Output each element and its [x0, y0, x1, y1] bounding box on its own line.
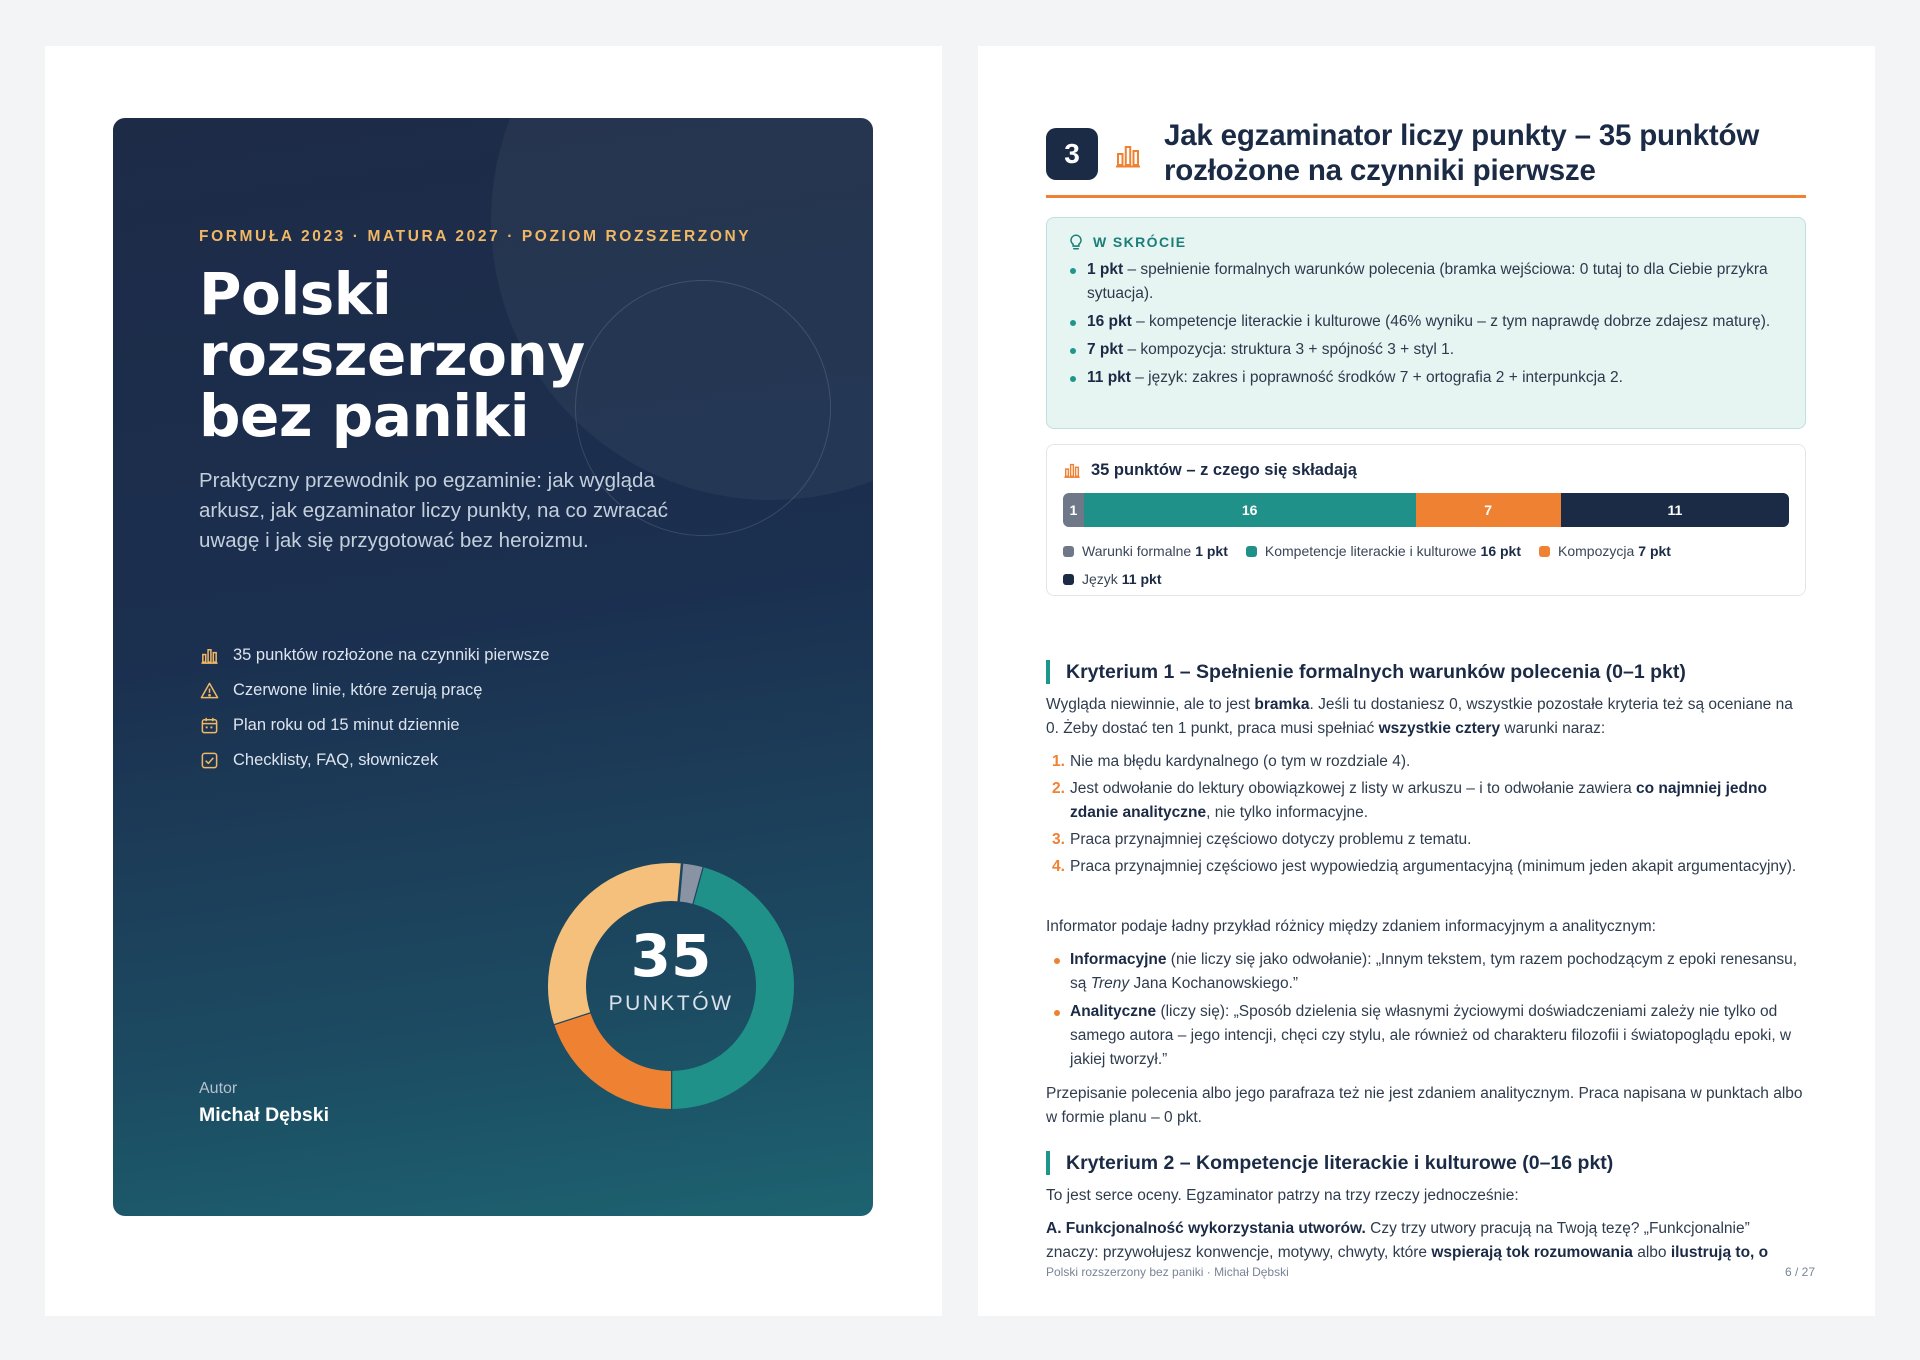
criterion-1-heading: Kryterium 1 – Spełnienie formalnych warunków polecenia (0–1 pkt) [1046, 660, 1806, 684]
summary-item-text: – kompetencje literackie i kulturowe (46% wyniku – z tym naprawdę dobrze zdajesz maturę). [1131, 313, 1771, 330]
bar-segment [1063, 493, 1084, 527]
text-run: Jest odwołanie do lektury obowiązkowej z listy w arkuszu – i to odwołanie zawiera [1070, 780, 1637, 797]
text-run: . Jeśli tu dostaniesz 0, wszystkie pozostałe kryteria też są oceniane na 0. Żeby dostać ten 1 punkt, praca musi spełniać [1046, 696, 1793, 737]
legend-item [1063, 565, 1162, 593]
legend-item [1246, 537, 1521, 565]
text-bold: Analityczne [1070, 1003, 1157, 1020]
points-breakdown-card [1046, 444, 1806, 596]
bar-segment-label: 1 [1069, 502, 1078, 518]
cover-feature-text: 35 punktów rozłożone na czynniki pierwsze [233, 646, 550, 664]
summary-item-text: – język: zakres i poprawność środków 7 + ortografia 2 + interpunkcja 2. [1130, 369, 1623, 386]
lightbulb-icon [1067, 233, 1085, 251]
summary-item [1067, 366, 1785, 390]
cover-feature-item [199, 708, 549, 743]
bar-segment [1416, 493, 1561, 527]
stacked-points-bar [1063, 493, 1789, 527]
legend-value: 11 pkt [1121, 571, 1162, 587]
condition-item [1046, 855, 1806, 879]
legend-name: Warunki formalne [1082, 543, 1192, 559]
criterion-2-point-a [1046, 1217, 1806, 1265]
text-bold: co najmniej jedno zdanie analityczne [1070, 780, 1767, 821]
summary-item-points: 11 pkt [1087, 369, 1131, 386]
cover-feature-text: Plan roku od 15 minut dziennie [233, 716, 460, 734]
condition-number: 4. [1052, 858, 1065, 875]
summary-item-text: – kompozycja: struktura 3 + spójność 3 + styl 1. [1123, 341, 1455, 358]
example-item [1046, 948, 1806, 996]
condition-item [1046, 750, 1806, 774]
donut-segment [680, 882, 698, 885]
cover-title [199, 260, 759, 450]
cover-feature-text: Czerwone linie, które zerują pracę [233, 681, 483, 699]
criterion-2-intro: To jest serce oceny. Egzaminator patrzy na trzy rzeczy jednocześnie: [1046, 1187, 1519, 1204]
text-run: Praca przynajmniej częściowo dotyczy problemu z tematu. [1070, 831, 1472, 848]
text-run: Praca przynajmniej częściowo jest wypowiedzią argumentacyjną (minimum jeden akapit argumentacyjny). [1070, 858, 1797, 875]
text-bold: wszystkie cztery [1378, 720, 1501, 737]
author-label: Autor [199, 1080, 238, 1097]
summary-item [1067, 258, 1785, 306]
criterion-2-heading: Kryterium 2 – Kompetencje literackie i kulturowe (0–16 pkt) [1046, 1151, 1806, 1175]
section-header [1046, 118, 1806, 198]
donut-segment [572, 1018, 671, 1090]
text-bold: wspierają tok rozumowania [1431, 1244, 1633, 1261]
text-bold: A. Funkcjonalność wykorzystania utworów. [1046, 1220, 1366, 1237]
examples-list [1046, 948, 1806, 1076]
text-run: (liczy się): „Sposób dzielenia się własnymi życiowymi doświadczeniami zależy nie tylko od samego autora – jego intencji, chęci czy stylu, ale również od charakteru filozofii i światopoglądu epoki, w jakiej tworzył.” [1070, 1003, 1792, 1068]
text-bold: ilustrują to, o [1670, 1244, 1769, 1261]
bar-segment-label: 7 [1484, 502, 1493, 518]
bar-segment-label: 16 [1241, 502, 1258, 518]
donut-number: 35 [630, 922, 712, 990]
summary-box [1046, 217, 1806, 429]
condition-item [1046, 777, 1806, 825]
summary-heading [1067, 232, 1785, 252]
legend-swatch [1539, 546, 1550, 557]
criterion-1-note: Przepisanie polecenia albo jego parafraza też nie jest zdaniem analitycznym. Praca napisana w punktach albo w formie planu – 0 pkt. [1046, 1085, 1803, 1126]
summary-item [1067, 310, 1785, 334]
bar-segment [1084, 493, 1416, 527]
cover-title-line: Polski [199, 260, 392, 328]
cover-card [113, 118, 873, 1216]
text-run: (nie liczy się jako odwołanie): „Innym tekstem, tym razem pochodzącym z epoki renesansu, są [1070, 951, 1798, 992]
summary-heading-text: W SKRÓCIE [1093, 234, 1187, 250]
page-content [978, 46, 1875, 1316]
summary-item-text: – spełnienie formalnych warunków polecenia (bramka wejściowa: 0 tutaj to dla Ciebie przykra sytuacja). [1087, 261, 1768, 302]
section-number-badge: 3 [1046, 128, 1098, 180]
cover-feature-item [199, 638, 549, 673]
text-run: albo [1632, 1244, 1671, 1261]
cover-subtitle: Praktyczny przewodnik po egzaminie: jak wygląda arkusz, jak egzaminator liczy punkty, na co zwracać uwagę i jak się przygotować bez heroizmu. [199, 469, 669, 552]
example-item [1046, 1000, 1806, 1072]
text-run: Jana Kochanowskiego.” [1129, 975, 1299, 992]
examples-intro: Informator podaje ładny przykład różnicy między zdaniem informacyjnym a analitycznym: [1046, 918, 1656, 935]
checkbox-icon [199, 751, 219, 771]
condition-number: 3. [1052, 831, 1065, 848]
bar-chart-icon [1114, 142, 1142, 170]
text-bold: bramka [1254, 696, 1310, 713]
cover-title-line: bez paniki [199, 382, 530, 450]
text-run: Wygląda niewinnie, ale to jest [1046, 696, 1255, 713]
text-run: warunki naraz: [1500, 720, 1606, 737]
cover-feature-item [199, 743, 549, 778]
summary-item [1067, 338, 1785, 362]
legend-name: Kompetencje literackie i kulturowe [1264, 543, 1477, 559]
text-italic: Treny [1090, 975, 1130, 992]
chart-legend [1063, 537, 1789, 593]
summary-item-points: 1 pkt [1087, 261, 1124, 278]
cover-eyebrow: FORMUŁA 2023 · MATURA 2027 · POZIOM ROZSZERZONY [199, 228, 752, 245]
summary-list [1067, 258, 1785, 390]
condition-item [1046, 828, 1806, 852]
legend-value: 1 pkt [1195, 543, 1228, 559]
calendar-icon [199, 716, 219, 736]
legend-item [1539, 537, 1671, 565]
criterion-1-intro [1046, 693, 1806, 741]
donut-label: PUNKTÓW [608, 992, 734, 1015]
cover-feature-list [199, 638, 549, 778]
legend-item [1063, 537, 1228, 565]
conditions-list [1046, 750, 1806, 882]
author-name: Michał Dębski [199, 1104, 330, 1126]
legend-swatch [1063, 574, 1074, 585]
legend-name: Kompozycja [1558, 543, 1635, 559]
text-run: , nie tylko informacyjne. [1206, 804, 1369, 821]
summary-item-points: 16 pkt [1087, 313, 1132, 330]
legend-value: 16 pkt [1480, 543, 1521, 559]
chart-title: 35 punktów – z czego się składają [1091, 460, 1357, 479]
legend-value: 7 pkt [1638, 543, 1671, 559]
legend-name: Język [1082, 571, 1118, 587]
cover-title-line: rozszerzony [199, 321, 585, 389]
bar-segment [1561, 493, 1789, 527]
page-footer-left: Polski rozszerzony bez paniki · Michał Dębski [1046, 1265, 1289, 1279]
section-title: Jak egzaminator liczy punkty – 35 punktów rozłożone na czynniki pierwsze [1164, 119, 1760, 187]
text-run: Nie ma błędu kardynalnego (o tym w rozdziale 4). [1070, 753, 1411, 770]
bar-chart-icon [1063, 461, 1081, 479]
bar-segment-label: 11 [1667, 502, 1683, 518]
text-bold: Informacyjne [1070, 951, 1167, 968]
bar-chart-icon [199, 646, 219, 666]
page-number: 6 / 27 [1784, 1265, 1815, 1279]
cover-feature-text: Checklisty, FAQ, słowniczek [233, 751, 439, 769]
text-run: Czy trzy utwory pracują na Twoją tezę? „Funkcjonalnie” znaczy: przywołujesz konwencje, motywy, chwyty, które [1046, 1220, 1750, 1261]
legend-swatch [1246, 546, 1257, 557]
legend-swatch [1063, 546, 1074, 557]
condition-number: 1. [1052, 753, 1065, 770]
page-cover [45, 46, 942, 1316]
warning-icon [199, 681, 219, 701]
cover-feature-item [199, 673, 549, 708]
condition-number: 2. [1052, 780, 1065, 797]
summary-item-points: 7 pkt [1087, 341, 1124, 358]
points-card-heading [1063, 459, 1789, 481]
